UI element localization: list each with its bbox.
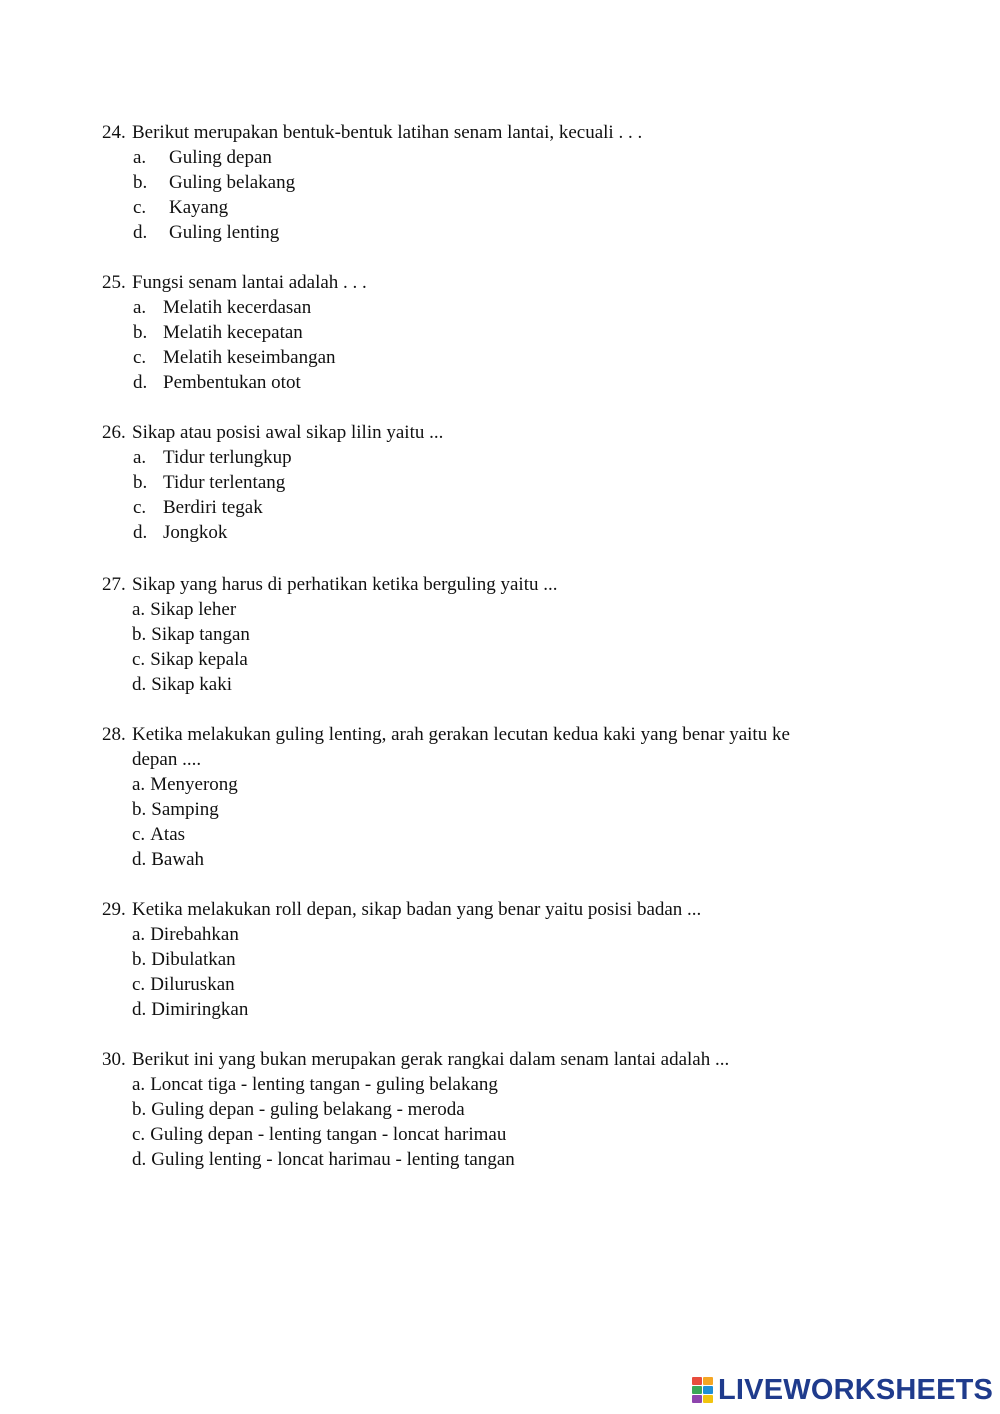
logo-text: LIVEWORKSHEETS [718,1373,994,1406]
question-24 [102,120,862,245]
option-c[interactable] [102,972,862,997]
option-a[interactable] [102,597,862,622]
option-b[interactable] [102,1097,862,1122]
option-b[interactable] [102,947,862,972]
option-text: Diluruskan [150,974,235,995]
option-c[interactable] [102,195,862,220]
option-list [102,597,862,697]
option-text: Melatih keseimbangan [163,347,336,368]
option-text: Melatih kecerdasan [163,297,312,318]
option-d[interactable] [102,220,862,245]
option-text: Sikap tangan [151,624,250,645]
question-28 [102,722,862,872]
option-letter: d. [133,222,148,243]
option-d[interactable] [102,672,862,697]
option-a[interactable] [102,295,862,320]
option-text: Sikap leher [150,599,237,620]
option-list [102,772,862,872]
option-letter: d. [132,999,147,1020]
question-number: 24. [102,122,126,143]
option-c[interactable] [102,822,862,847]
option-letter: b. [133,322,148,343]
question-29 [102,897,862,1022]
option-letter: b. [132,799,147,820]
option-text: Dibulatkan [151,949,236,970]
liveworksheets-logo[interactable] [692,1373,993,1407]
option-letter: a. [133,447,147,468]
option-text: Guling lenting - loncat harimau - lenting tangan [151,1149,515,1170]
option-d[interactable] [102,520,862,545]
option-letter: c. [132,649,146,670]
option-letter: b. [133,472,148,493]
question-text-continued: depan .... [132,749,202,770]
question-30 [102,1047,862,1172]
option-letter: d. [132,1149,147,1170]
option-a[interactable] [102,445,862,470]
option-letter: c. [132,974,146,995]
question-text: Berikut merupakan bentuk-bentuk latihan senam lantai, kecuali . . . [132,122,643,143]
liveworksheets-logo-icon [692,1377,714,1403]
option-b[interactable] [102,320,862,345]
option-d[interactable] [102,370,862,395]
option-text: Tidur terlungkup [163,447,292,468]
logo-tile [692,1386,702,1394]
option-list [102,145,862,245]
question-number: 25. [102,272,126,293]
option-letter: a. [133,297,147,318]
option-a[interactable] [102,1072,862,1097]
option-letter: b. [132,949,147,970]
option-c[interactable] [102,647,862,672]
option-letter: c. [133,197,147,218]
option-text: Tidur terlentang [163,472,286,493]
option-c[interactable] [102,495,862,520]
question-text: Sikap atau posisi awal sikap lilin yaitu ... [132,422,444,443]
option-letter: d. [132,674,147,695]
logo-tile [703,1395,713,1403]
option-text: Pembentukan otot [163,372,301,393]
question-25 [102,270,862,395]
option-text: Samping [151,799,219,820]
option-d[interactable] [102,847,862,872]
option-text: Guling depan - lenting tangan - loncat harimau [150,1124,507,1145]
option-text: Kayang [169,197,229,218]
question-text: Fungsi senam lantai adalah . . . [132,272,367,293]
option-letter: d. [133,372,148,393]
question-text: Ketika melakukan roll depan, sikap badan yang benar yaitu posisi badan ... [132,899,702,920]
option-c[interactable] [102,345,862,370]
option-text: Sikap kepala [150,649,248,670]
question-text: Ketika melakukan guling lenting, arah gerakan lecutan kedua kaki yang benar yaitu ke [132,724,790,745]
option-list [102,445,862,545]
option-d[interactable] [102,997,862,1022]
option-a[interactable] [102,772,862,797]
option-b[interactable] [102,622,862,647]
option-b[interactable] [102,470,862,495]
option-b[interactable] [102,170,862,195]
option-text: Guling depan - guling belakang - meroda [151,1099,465,1120]
option-text: Jongkok [163,522,228,543]
option-text: Sikap kaki [151,674,232,695]
option-text: Direbahkan [150,924,239,945]
question-number: 30. [102,1049,126,1070]
option-letter: d. [133,522,148,543]
option-letter: a. [132,924,146,945]
question-text: Sikap yang harus di perhatikan ketika berguling yaitu ... [132,574,558,595]
option-d[interactable] [102,1147,862,1172]
option-list [102,922,862,1022]
option-letter: a. [132,774,146,795]
option-text: Guling depan [169,147,272,168]
option-text: Dimiringkan [151,999,249,1020]
option-text: Bawah [151,849,205,870]
option-letter: a. [133,147,147,168]
option-a[interactable] [102,922,862,947]
option-text: Melatih kecepatan [163,322,303,343]
option-letter: a. [132,1074,146,1095]
option-c[interactable] [102,1122,862,1147]
option-letter: b. [132,1099,147,1120]
option-letter: c. [132,1124,146,1145]
option-text: Atas [150,824,186,845]
option-text: Berdiri tegak [163,497,263,518]
option-text: Guling lenting [169,222,280,243]
option-letter: c. [132,824,146,845]
question-27 [102,572,862,697]
question-text: Berikut ini yang bukan merupakan gerak rangkai dalam senam lantai adalah ... [132,1049,730,1070]
logo-tile [692,1377,702,1385]
option-text: Guling belakang [169,172,296,193]
option-list [102,1072,862,1172]
question-number: 26. [102,422,126,443]
option-list [102,295,862,395]
option-letter: d. [132,849,147,870]
question-number: 29. [102,899,126,920]
logo-tile [703,1386,713,1394]
option-text: Loncat tiga - lenting tangan - guling belakang [150,1074,498,1095]
option-b[interactable] [102,797,862,822]
option-letter: c. [133,347,147,368]
question-number: 28. [102,724,126,745]
logo-tile [703,1377,713,1385]
option-text: Menyerong [150,774,238,795]
question-26 [102,420,862,545]
option-letter: b. [132,624,147,645]
question-number: 27. [102,574,126,595]
option-a[interactable] [102,145,862,170]
option-letter: c. [133,497,147,518]
option-letter: b. [133,172,148,193]
option-letter: a. [132,599,146,620]
logo-tile [692,1395,702,1403]
